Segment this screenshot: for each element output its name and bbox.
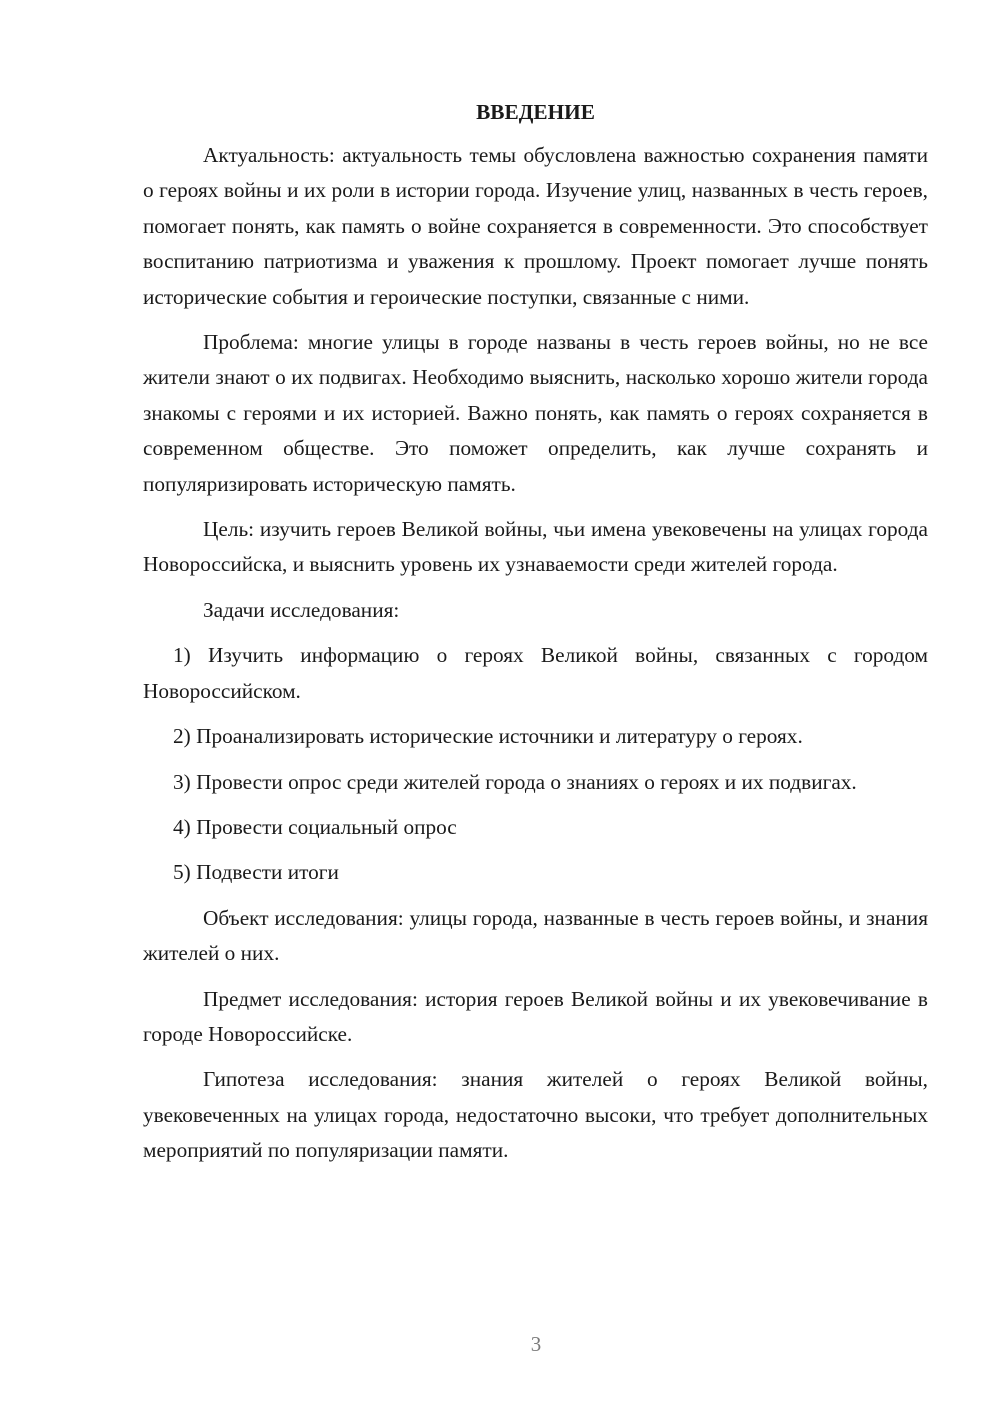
paragraph-subject: Предмет исследования: история героев Великой войны и их увековечивание в городе Новороссийске. [143, 986, 928, 1046]
task-item: 3) Провести опрос среди жителей города о знаниях о героях и их подвигах. [173, 769, 857, 794]
task-item: 4) Провести социальный опрос [173, 814, 457, 839]
page-content [143, 95, 928, 1169]
task-item: 5) Подвести итоги [173, 860, 339, 885]
paragraph-hypothesis: Гипотеза исследования: знания жителей о героях Великой войны, увековеченных на улицах города, недостаточно высоки, что требует дополнительных мероприятий по популяризации памяти. [143, 1067, 928, 1163]
page-number: 3 [530, 1332, 542, 1356]
paragraph-object: Объект исследования: улицы города, названные в честь героев войны, и знания жителей о них. [143, 905, 928, 966]
paragraph-relevance: Актуальность: актуальность темы обусловлена важностью сохранения памяти о героях войны и их роли в истории города. Изучение улиц, названных в честь героев, помогает понять, как память о войне сохраняется в современности. Это способствует воспитанию патриотизма и уважения к прошлому. Проект помогает лучше понять исторические события и героические поступки, связанные с ними. [143, 143, 928, 309]
task-item: 2) Проанализировать исторические источники и литературу о героях. [173, 724, 803, 749]
paragraph-goal: Цель: изучить героев Великой войны, чьи имена увековечены на улицах города Новороссийска, и выяснить уровень их узнаваемости среди жителей города. [143, 517, 928, 577]
tasks-heading: Задачи исследования: [203, 597, 400, 622]
paragraph-problem: Проблема: многие улицы в городе названы в честь героев войны, но не все жители знают о их подвигах. Необходимо выяснить, насколько хорошо жители города знакомы с героями и их историей. Важно понять, как память о героях сохраняется в современном обществе. Это поможет определить, как лучше сохранять и популяризировать историческую память. [143, 330, 928, 496]
task-item: 1) Изучить информацию о героях Великой войны, связанных с городом Новороссийском. [143, 643, 928, 703]
section-title: ВВЕДЕНИЕ [476, 100, 595, 124]
